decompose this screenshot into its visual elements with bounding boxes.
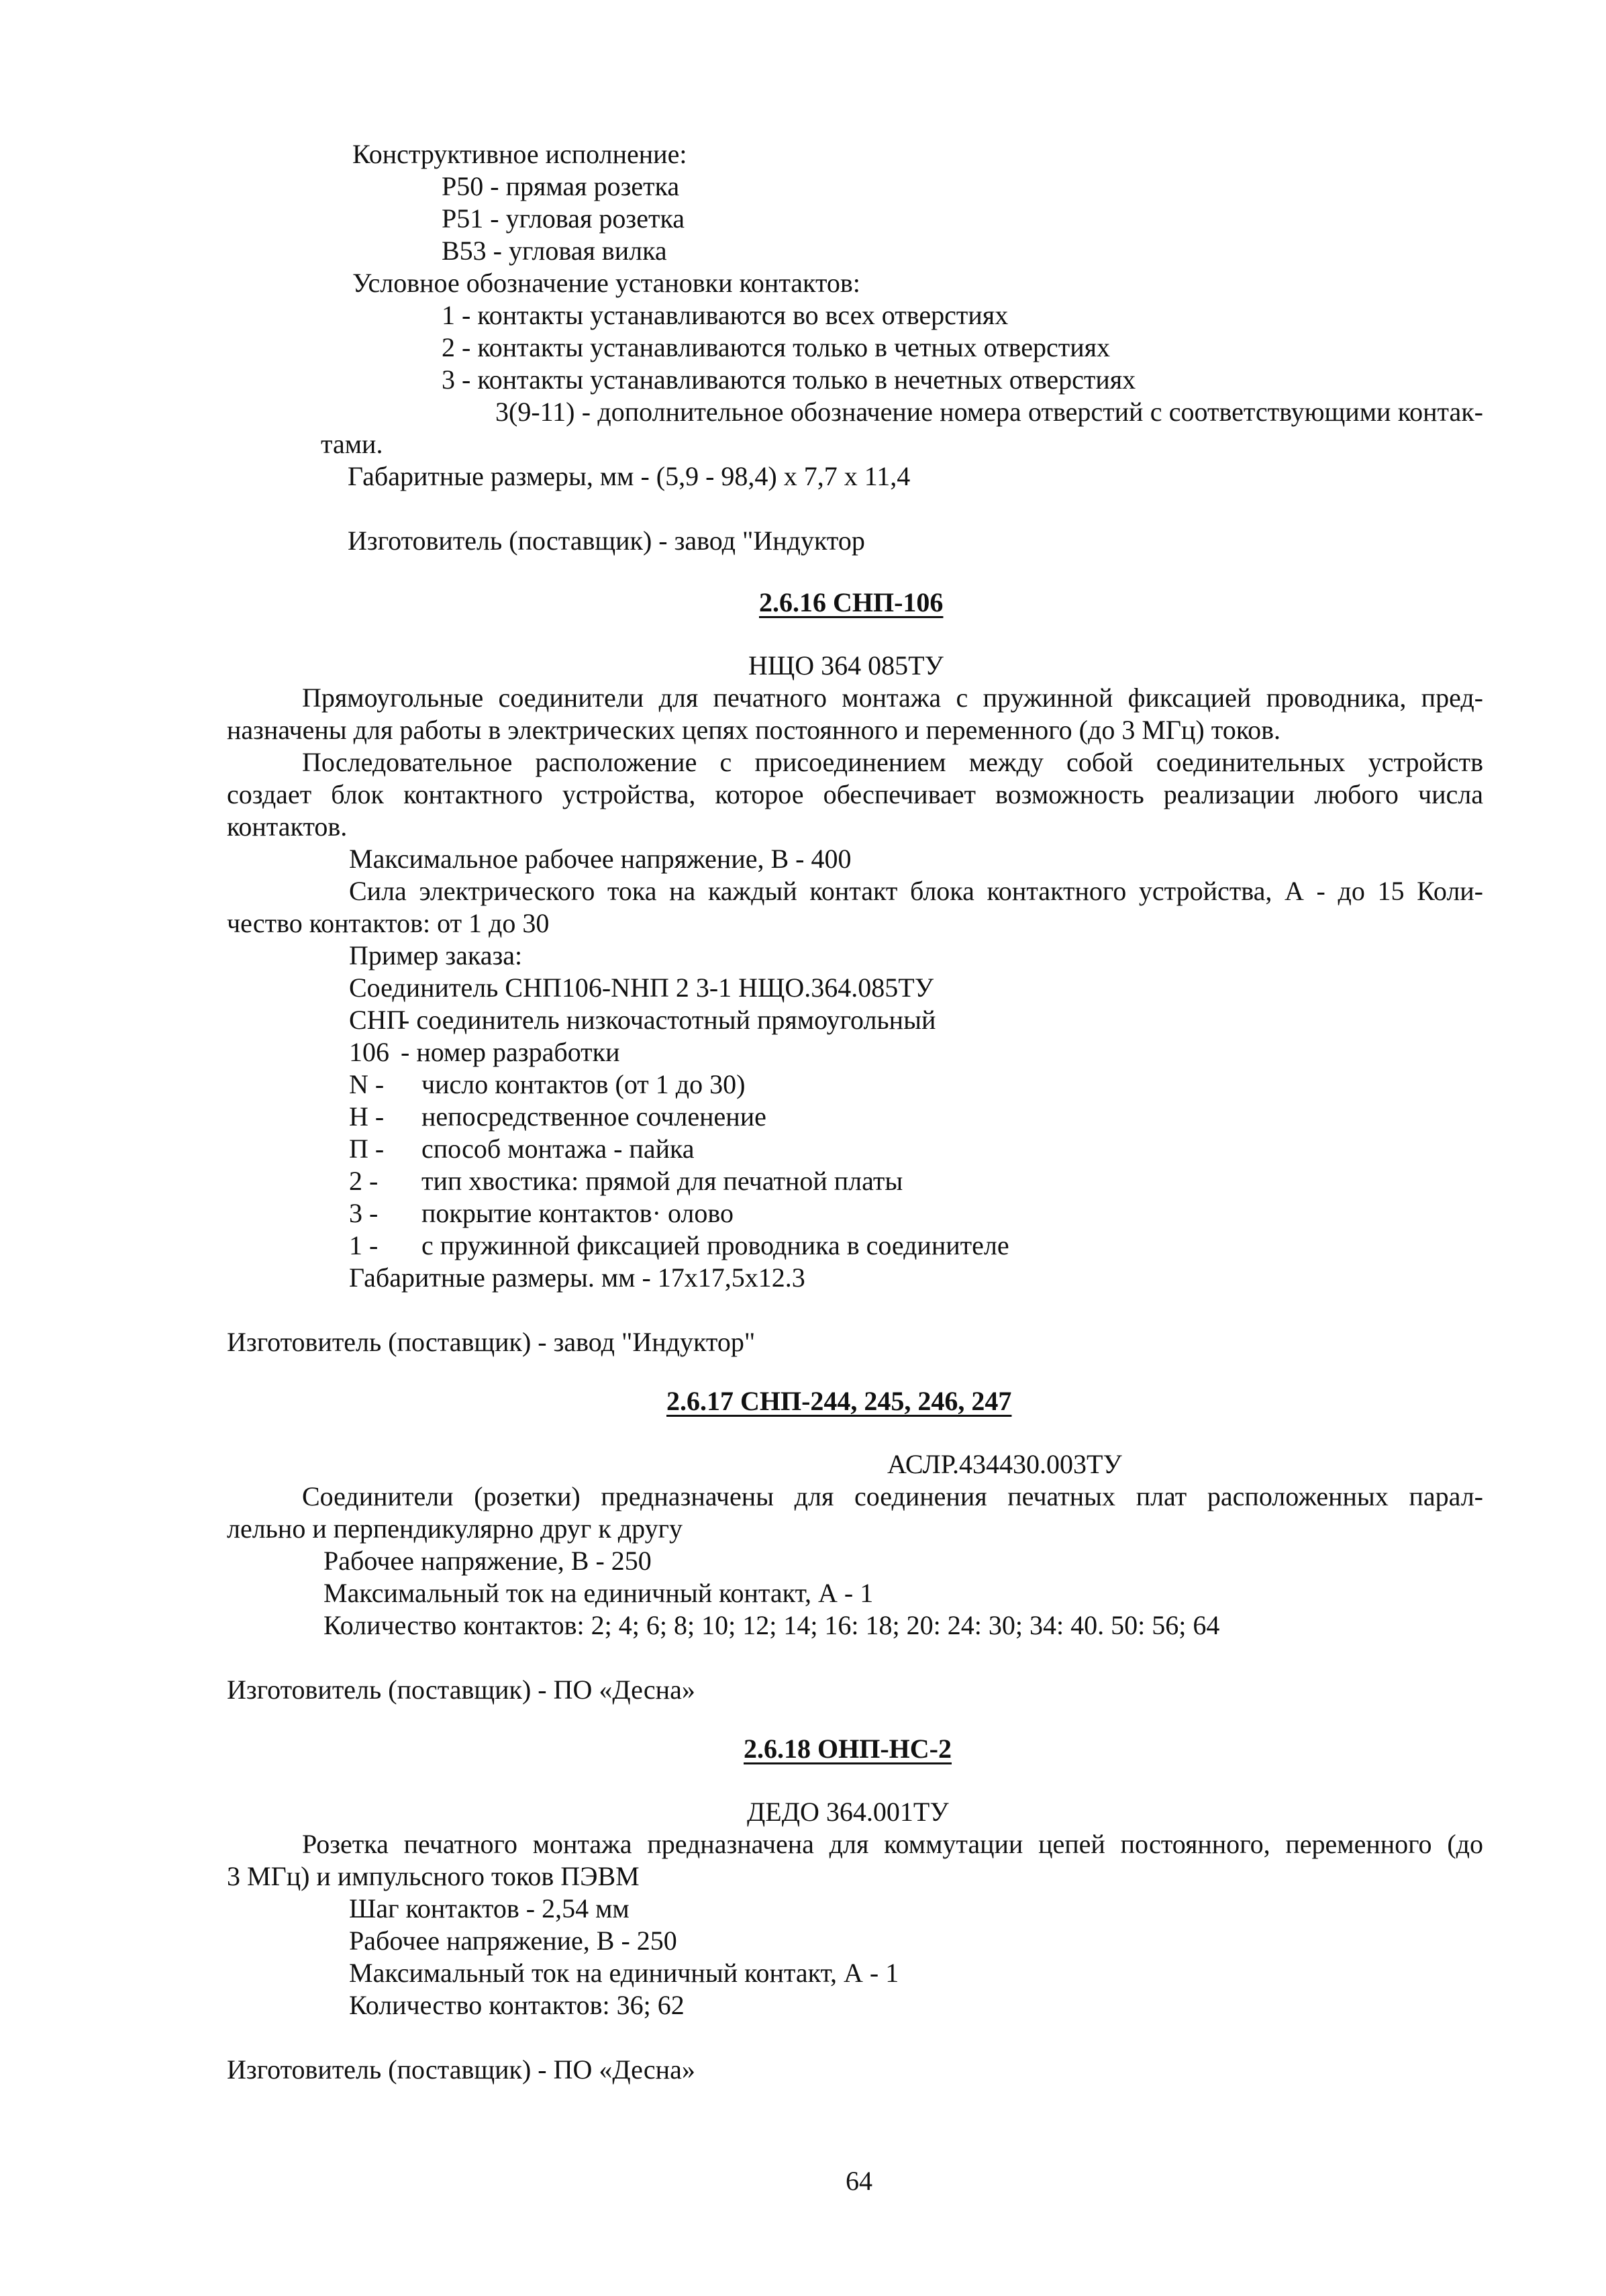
design-item-b53: В53 - угловая вилка xyxy=(442,236,667,266)
s217-p1-line1: Соединители (розетки) предназначены для соединения печатных плат расположенных парал- xyxy=(302,1481,1483,1511)
s216-p2-line1: Последовательное расположение с присоединением между собой соединительных устройств xyxy=(302,747,1483,777)
code-description: - соединитель низкочастотный прямоугольный xyxy=(401,1005,936,1035)
s217-p1-line2: лельно и перпендикулярно друг к другу xyxy=(227,1513,683,1544)
contact-item-3: 3 - контакты устанавливаются только в нечетных отверстиях xyxy=(442,364,1136,395)
contact-extra-line1: 3(9-11) - дополнительное обозначение номера отверстий с соответствующими контак- xyxy=(495,397,1483,427)
code-description: тип хвостика: прямой для печатной платы xyxy=(421,1166,903,1196)
s218-voltage: Рабочее напряжение, В - 250 xyxy=(349,1926,677,1956)
section-heading-2-6-18: 2.6.18 ОНП-НС-2 xyxy=(744,1734,952,1764)
contact-item-2: 2 - контакты устанавливаются только в четных отверстиях xyxy=(442,332,1111,362)
intro-dimensions: Габаритные размеры, мм - (5,9 - 98,4) х 7,7 х 11,4 xyxy=(348,461,911,491)
code-label: Н - xyxy=(349,1101,385,1132)
s216-p1-line2: назначены для работы в электрических цепях постоянного и переменного (до 3 МГц) токов. xyxy=(227,715,1281,745)
section-heading-2-6-16: 2.6.16 СНП-106 xyxy=(759,587,944,617)
s216-current-line2: чество контактов: от 1 до 30 xyxy=(227,908,550,938)
s218-current: Максимальный ток на единичный контакт, А - 1 xyxy=(349,1958,899,1988)
s217-voltage: Рабочее напряжение, В - 250 xyxy=(323,1546,652,1576)
code-label: N - xyxy=(349,1069,385,1099)
code-label: 106 xyxy=(349,1037,389,1067)
s216-current-line1: Сила электрического тока на каждый контакт блока контактного устройства, А - до 15 Коли- xyxy=(349,876,1483,906)
s216-voltage: Максимальное рабочее напряжение, В - 400 xyxy=(349,844,852,874)
code-description: с пружинной фиксацией проводника в соединителе xyxy=(421,1230,1009,1260)
code-label: СНП xyxy=(349,1005,406,1035)
contact-label: Условное обозначение установки контактов: xyxy=(352,268,860,298)
s216-p2-line3: контактов. xyxy=(227,811,348,842)
contact-extra-line2: тами. xyxy=(321,429,383,459)
code-label: 3 - xyxy=(349,1198,379,1228)
design-item-p50: Р50 - прямая розетка xyxy=(442,171,680,201)
code-description: число контактов (от 1 до 30) xyxy=(421,1069,746,1099)
s216-p2-line2: создает блок контактного устройства, которое обеспечивает возможность реализации любого числа xyxy=(227,779,1483,809)
code-label: 1 - xyxy=(349,1230,379,1260)
spec-code-2-6-18: ДЕДО 364.001ТУ xyxy=(747,1797,949,1827)
design-label: Конструктивное исполнение: xyxy=(352,139,687,169)
code-description: - номер разработки xyxy=(401,1037,620,1067)
s218-pitch: Шаг контактов - 2,54 мм xyxy=(349,1893,630,1924)
s218-p1-line1: Розетка печатного монтажа предназначена для коммутации цепей постоянного, переменного (до xyxy=(302,1829,1483,1859)
intro-manufacturer: Изготовитель (поставщик) - завод "Индуктор xyxy=(348,526,865,556)
s217-contacts: Количество контактов: 2; 4; 6; 8; 10; 12; 14; 16: 18; 20: 24: 30; 34: 40. 50: 56; 64 xyxy=(323,1610,1220,1640)
s216-order-label: Пример заказа: xyxy=(349,940,523,970)
s216-dimensions: Габаритные размеры. мм - 17х17,5х12.3 xyxy=(349,1262,805,1293)
contact-item-1: 1 - контакты устанавливаются во всех отверстиях xyxy=(442,300,1009,330)
code-description: способ монтажа - пайка xyxy=(421,1134,695,1164)
spec-code-2-6-16: НЩО 364 085ТУ xyxy=(748,650,944,681)
s216-p1-line1: Прямоугольные соединители для печатного монтажа с пружинной фиксацией проводника, пред- xyxy=(302,683,1483,713)
code-description: непосредственное сочленение xyxy=(421,1101,766,1132)
s218-contacts: Количество контактов: 36; 62 xyxy=(349,1990,685,2020)
s216-manufacturer: Изготовитель (поставщик) - завод "Индуктор" xyxy=(227,1327,756,1357)
s217-manufacturer: Изготовитель (поставщик) - ПО «Десна» xyxy=(227,1675,695,1705)
s217-current: Максимальный ток на единичный контакт, А - 1 xyxy=(323,1578,874,1608)
code-label: П - xyxy=(349,1134,385,1164)
s216-order-example: Соединитель СНП106-NНП 2 3-1 НЩО.364.085ТУ xyxy=(349,972,934,1003)
spec-code-2-6-17: АСЛР.434430.003ТУ xyxy=(887,1449,1122,1479)
code-label: 2 - xyxy=(349,1166,379,1196)
section-heading-2-6-17: 2.6.17 СНП-244, 245, 246, 247 xyxy=(666,1386,1012,1416)
page-number: 64 xyxy=(846,2166,872,2196)
code-description: покрытие контактов· олово xyxy=(421,1198,734,1228)
s218-manufacturer: Изготовитель (поставщик) - ПО «Десна» xyxy=(227,2054,695,2085)
design-item-p51: Р51 - угловая розетка xyxy=(442,203,685,234)
s218-p1-line2: 3 МГц) и импульсного токов ПЭВМ xyxy=(227,1861,640,1891)
